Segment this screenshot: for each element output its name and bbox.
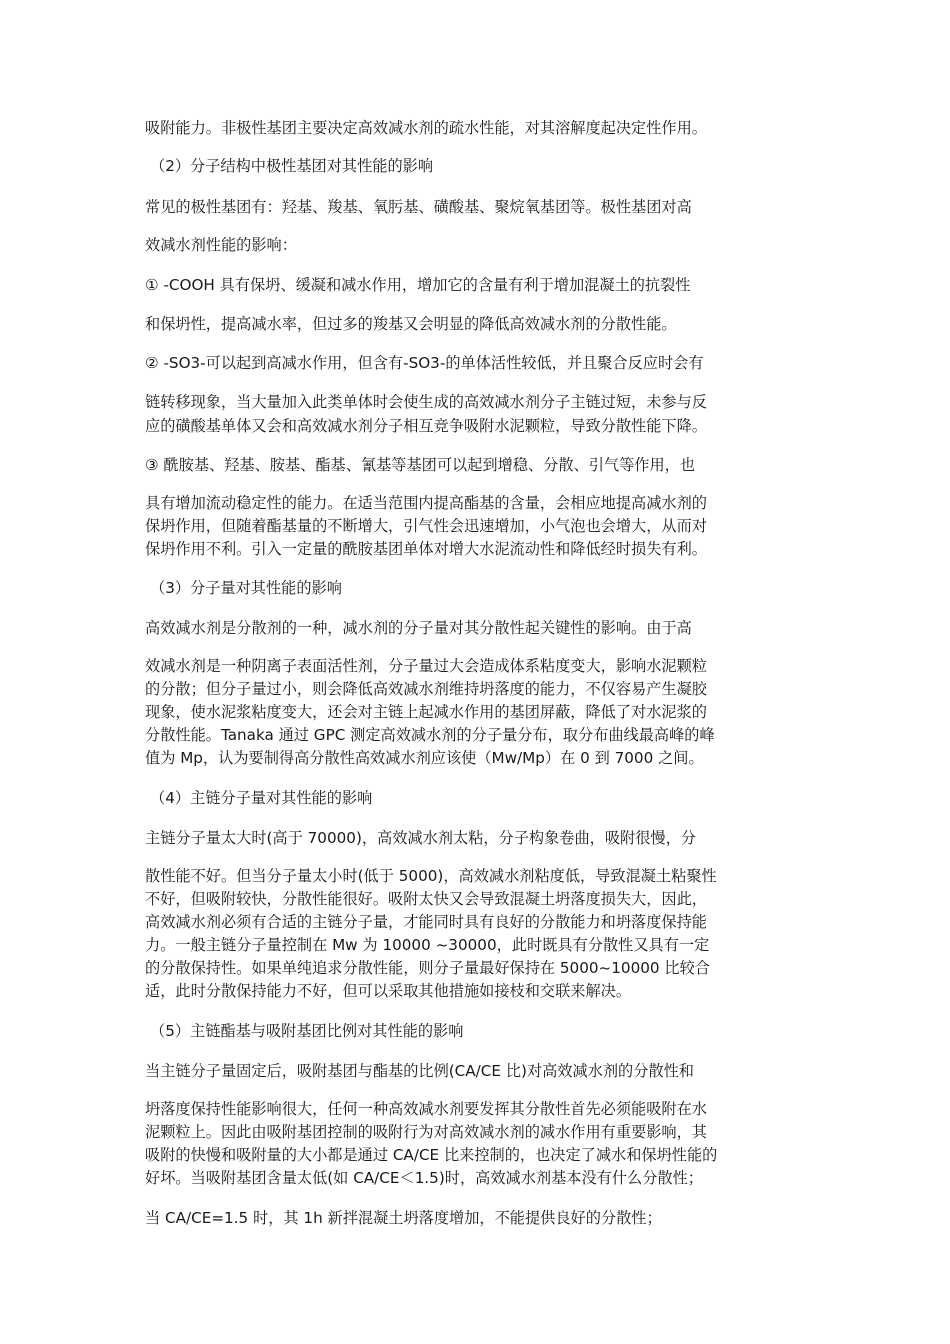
paragraph-line: 链转移现象，当大量加入此类单体时会使生成的高效减水剂分子主链过短，未参与反 — [145, 393, 707, 411]
paragraph-line: 和保坍性，提高减水率，但过多的羧基又会明显的降低高效减水剂的分散性能。 — [145, 315, 677, 333]
paragraph-line: 应的磺酸基单体又会和高效减水剂分子相互竞争吸附水泥颗粒，导致分散性能下降。 — [145, 417, 707, 435]
paragraph-line: 具有增加流动稳定性的能力。在适当范围内提高酯基的含量，会相应地提高减水剂的 — [145, 494, 707, 512]
paragraph-line: 吸附能力。非极性基团主要决定高效减水剂的疏水性能，对其溶解度起决定性作用。 — [145, 119, 707, 137]
paragraph-line: 效减水剂性能的影响： — [145, 236, 297, 254]
paragraph-line: 坍落度保持性能影响很大，任何一种高效减水剂要发挥其分散性首先必须能吸附在水 — [145, 1100, 707, 1118]
paragraph-line: 泥颗粒上。因此由吸附基团控制的吸附行为对高效减水剂的减水作用有重要影响，其 — [145, 1123, 707, 1141]
paragraph-line: 不好，但吸附较快，分散性能很好。吸附太快又会导致混凝土坍落度损失大，因此， — [145, 890, 707, 908]
paragraph-line: 的分散保持性。如果单纯追求分散性能，则分子量最好保持在 5000~10000 比较合 — [145, 959, 710, 977]
paragraph-line: 吸附的快慢和吸附量的大小都是通过 CA/CE 比来控制的，也决定了减水和保坍性能的 — [145, 1146, 718, 1164]
paragraph-line: 值为 Mp，认为要制得高分散性高效减水剂应该使（Mw/Mp）在 0 到 7000 之间。 — [145, 749, 704, 767]
paragraph-line: 效减水剂是一种阴离子表面活性剂，分子量过大会造成体系粘度变大，影响水泥颗粒 — [145, 657, 707, 675]
section-heading: （3）分子量对其性能的影响 — [150, 579, 342, 597]
paragraph-line: 当主链分子量固定后，吸附基团与酯基的比例(CA/CE 比)对高效减水剂的分散性和 — [145, 1062, 694, 1080]
paragraph-line: ② -SO3-可以起到高减水作用，但含有-SO3-的单体活性较低，并且聚合反应时会有 — [145, 354, 704, 372]
section-heading: （5）主链酯基与吸附基团比例对其性能的影响 — [150, 1022, 464, 1040]
paragraph-line: 好坏。当吸附基团含量太低(如 CA/CE＜1.5)时，高效减水剂基本没有什么分散性； — [145, 1169, 703, 1187]
section-heading: （4）主链分子量对其性能的影响 — [150, 789, 373, 807]
section-heading: （2）分子结构中极性基团对其性能的影响 — [150, 157, 434, 175]
paragraph-line: 现象，使水泥浆粘度变大，还会对主链上起减水作用的基团屏蔽，降低了对水泥浆的 — [145, 703, 707, 721]
paragraph-line: 的分散；但分子量过小，则会降低高效减水剂维持坍落度的能力，不仅容易产生凝胶 — [145, 680, 707, 698]
paragraph-line: 高效减水剂必须有合适的主链分子量，才能同时具有良好的分散能力和坍落度保持能 — [145, 913, 707, 931]
paragraph-line: 高效减水剂是分散剂的一种，减水剂的分子量对其分散性起关键性的影响。由于高 — [145, 619, 692, 637]
paragraph-line: 散性能不好。但当分子量太小时(低于 5000)，高效减水剂粘度低，导致混凝土粘聚性 — [145, 867, 717, 885]
paragraph-line: 常见的极性基团有：羟基、羧基、氧肟基、磺酸基、聚烷氧基团等。极性基团对高 — [145, 198, 692, 216]
paragraph-line: ③ 酰胺基、羟基、胺基、酯基、氰基等基团可以起到增稳、分散、引气等作用，也 — [145, 456, 696, 474]
paragraph-line: 力。一般主链分子量控制在 Mw 为 10000 ~30000，此时既具有分散性又具有一定 — [145, 936, 710, 954]
paragraph-line: 保坍作用，但随着酯基量的不断增大，引气性会迅速增加，小气泡也会增大，从而对 — [145, 517, 707, 535]
paragraph-line: 主链分子量太大时(高于 70000)，高效减水剂太粘，分子构象卷曲，吸附很慢，分 — [145, 829, 696, 847]
paragraph-line: 适，此时分散保持能力不好，但可以采取其他措施如接枝和交联来解决。 — [145, 982, 631, 1000]
paragraph-line: 当 CA/CE=1.5 时，其 1h 新拌混凝土坍落度增加，不能提供良好的分散性； — [145, 1209, 662, 1227]
paragraph-line: 保坍作用不利。引入一定量的酰胺基团单体对增大水泥流动性和降低经时损失有利。 — [145, 540, 707, 558]
paragraph-line: 分散性能。Tanaka 通过 GPC 测定高效减水剂的分子量分布，取分布曲线最高峰的峰 — [145, 726, 715, 744]
paragraph-line: ① -COOH 具有保坍、缓凝和减水作用，增加它的含量有利于增加混凝土的抗裂性 — [145, 276, 691, 294]
